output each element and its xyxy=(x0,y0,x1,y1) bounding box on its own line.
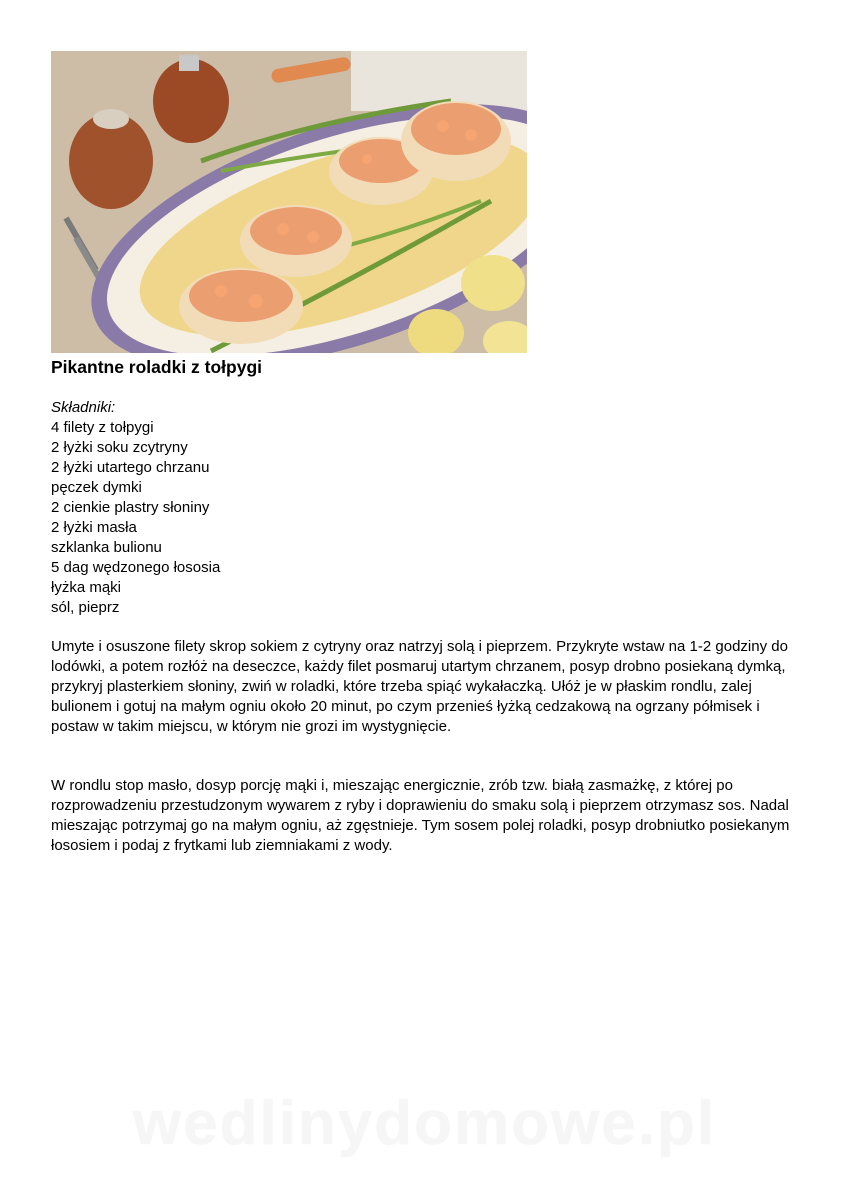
ingredients-section xyxy=(51,398,220,618)
ingredients-list xyxy=(51,418,220,618)
ingredient-item: 2 cienkie plastry słoniny xyxy=(51,499,210,516)
ingredient-item: łyżka mąki xyxy=(51,579,122,596)
pepper-shaker xyxy=(153,59,229,143)
ingredient-item: 2 łyżki soku zcytryny xyxy=(51,439,188,456)
ingredient-item: 5 dag wędzonego łososia xyxy=(51,559,221,576)
ingredient-item: szklanka bulionu xyxy=(51,539,162,556)
recipe-title: Pikantne roladki z tołpygi xyxy=(51,357,263,377)
ingredient-item: 2 łyżki masła xyxy=(51,519,137,536)
potato xyxy=(461,255,525,311)
fish-roll xyxy=(179,268,303,344)
fish-roll xyxy=(401,101,511,181)
recipe-photo xyxy=(51,51,527,353)
ingredients-heading: Składniki: xyxy=(51,399,116,416)
ingredient-item: pęczek dymki xyxy=(51,479,142,496)
watermark: wedlinydomowe.pl xyxy=(132,1089,717,1158)
ingredient-item: 2 łyżki utartego chrzanu xyxy=(51,459,210,476)
fish-roll xyxy=(240,205,352,277)
preparation-paragraph-1: Umyte i osuszone filety skrop sokiem z cytryny oraz natrzyj solą i pieprzem. Przykryte wstaw na 1-2 godziny do lodówki, a potem rozłóż na deseczce, każdy filet posmaruj utartym chrzanem, posyp drobno posiekaną dymką, przykryj plasterkiem słoniny, zwiń w roladki, które trzeba spiąć wykałaczką. Ułóż je w płaskim rondlu, zalej bulionem i gotuj na małym ogniu około 20 minut, po czym przenieś łyżką cedzakową na ogrzany półmisek i postaw w takim miejscu, w którym nie grozi im wystygnięcie. xyxy=(51,638,788,735)
preparation-paragraph-2: W rondlu stop masło, dosyp porcję mąki i, mieszając energicznie, zrób tzw. białą zasmażkę, z której po rozprowadzeniu przestudzonym wywarem z ryby i doprawieniu do smaku solą i pieprzem otrzymasz sos. Nadal mieszając potrzymaj go na małym ogniu, aż zgęstnieje. Tym sosem polej roladki, posyp drobniutko posiekanym łososiem i podaj z frytkami lub ziemniakami z wody. xyxy=(51,777,790,854)
ingredient-item: sól, pieprz xyxy=(51,599,120,616)
dish-illustration xyxy=(51,51,527,353)
ingredient-item: 4 filety z tołpygi xyxy=(51,419,154,436)
